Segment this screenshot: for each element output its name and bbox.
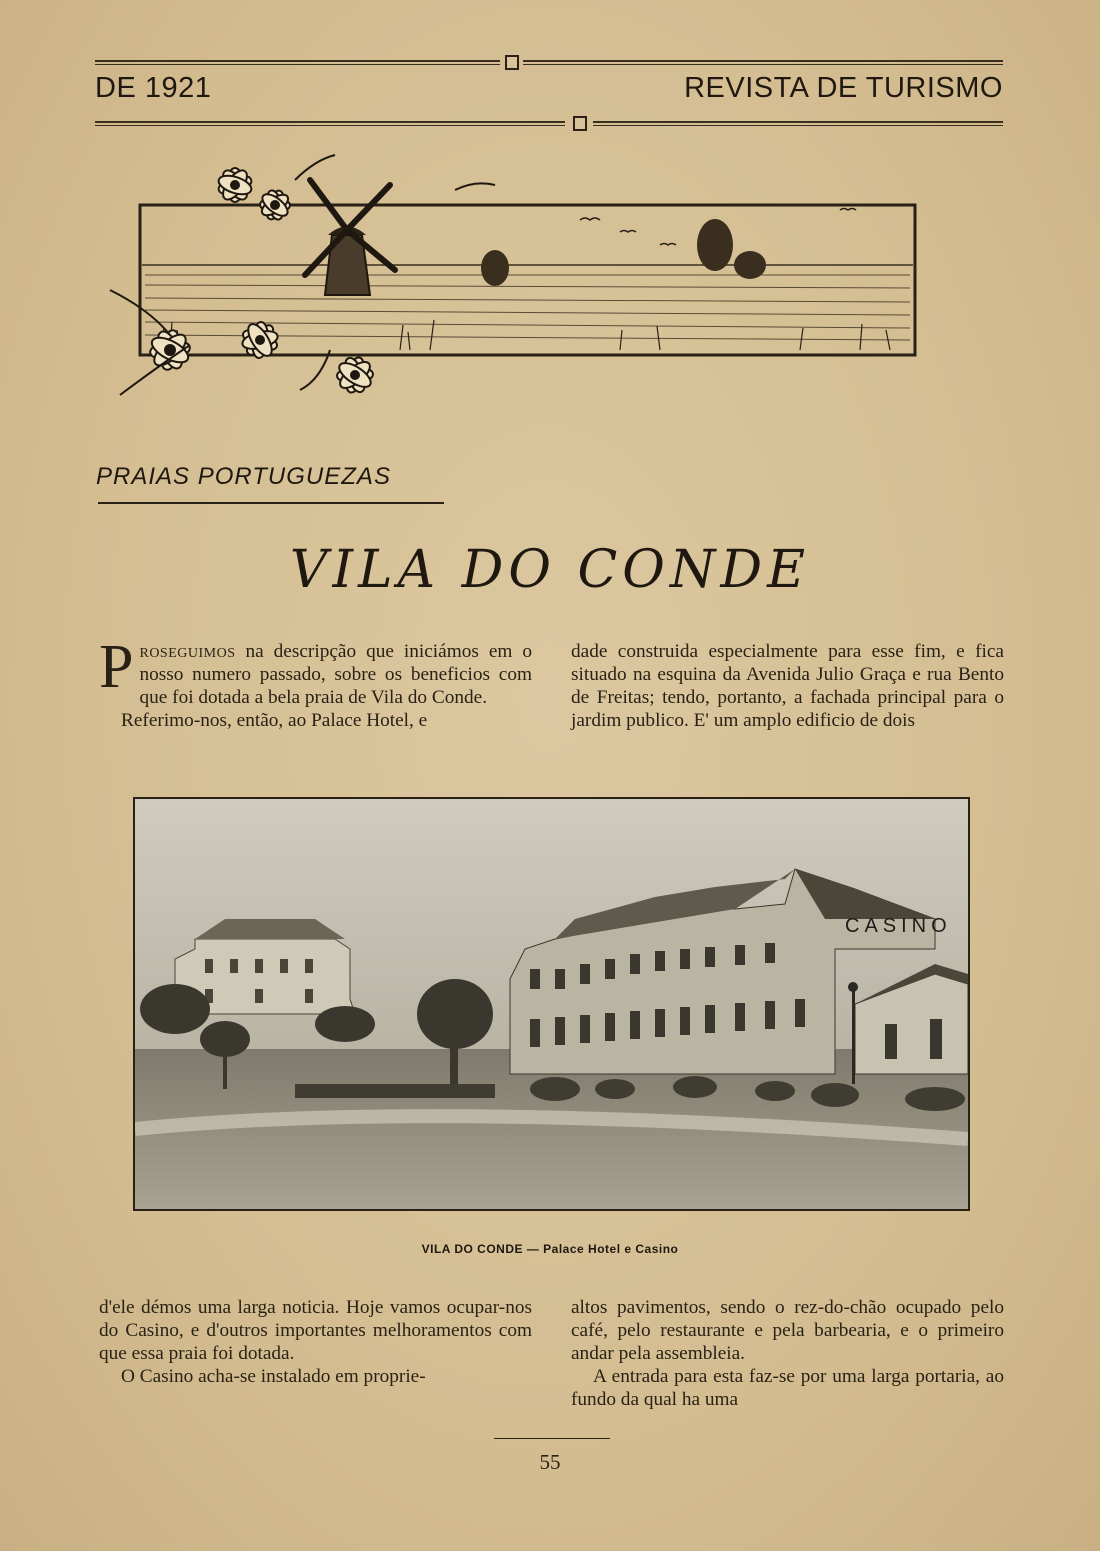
page-number: 55 <box>539 1450 561 1474</box>
header-rule-bottom-left <box>95 121 565 126</box>
photo-illustration <box>135 799 968 1209</box>
palace-hotel-casino-photo <box>133 797 970 1211</box>
drop-cap: P <box>99 633 134 701</box>
column-right-bottom <box>571 1296 1004 1411</box>
column-left-bottom <box>99 1296 532 1388</box>
photo-caption: VILA DO CONDE — Palace Hotel e Casino <box>421 1242 679 1256</box>
footer-rule <box>494 1438 610 1439</box>
intro-paragraph-2: Referimo-nos, então, ao Palace Hotel, e <box>121 710 428 731</box>
header-rule-bottom-right <box>593 121 1003 126</box>
article-title: VILA DO CONDE <box>289 540 811 600</box>
intro-text: na descripção que iniciámos em o nosso numero passado, sobre os beneficios com que foi dotada a bela praia de Vila do Conde. <box>139 641 532 708</box>
intro-paragraph <box>99 633 532 709</box>
left-bottom-paragraph-2: O Casino acha-se instalado em proprie- <box>121 1366 426 1387</box>
right-bottom-paragraph-1: altos pavimentos, sendo o rez-do-chão ocupado pelo café, pelo restaurante e pela barbearia, e o primeiro andar pela assembleia. <box>571 1297 1004 1364</box>
left-bottom-paragraph-1: d'ele démos uma larga noticia. Hoje vamos ocupar-nos do Casino, e d'outros importantes melhoramentos com que essa praia foi dotada. <box>99 1297 532 1364</box>
header-ornament-top <box>505 55 519 70</box>
section-title-rule <box>98 502 444 504</box>
windmill-landscape-illustration <box>100 150 930 420</box>
right-top-paragraph: dade construida especialmente para esse fim, e fica situado na esquina da Avenida Julio Graça e rua Bento de Freitas; tendo, portanto, a fachada principal para o jardim publico. E' um amplo edificio de dois <box>571 641 1004 731</box>
header-rule-top-right <box>523 60 1003 65</box>
header-right: REVISTA DE TURISMO <box>684 72 1003 104</box>
header-left: DE 1921 <box>95 72 212 104</box>
right-bottom-paragraph-2: A entrada para esta faz-se por uma larga portaria, ao fundo da qual ha uma <box>571 1366 1004 1410</box>
column-right-top <box>571 640 1004 732</box>
header-rule-top-left <box>95 60 500 65</box>
intro-smallcaps: roseguimos <box>139 641 236 662</box>
column-left-top <box>99 633 532 732</box>
section-title: PRAIAS PORTUGUEZAS <box>96 463 391 490</box>
header-ornament-bottom <box>573 116 587 131</box>
casino-sign: CASINO <box>845 915 952 937</box>
